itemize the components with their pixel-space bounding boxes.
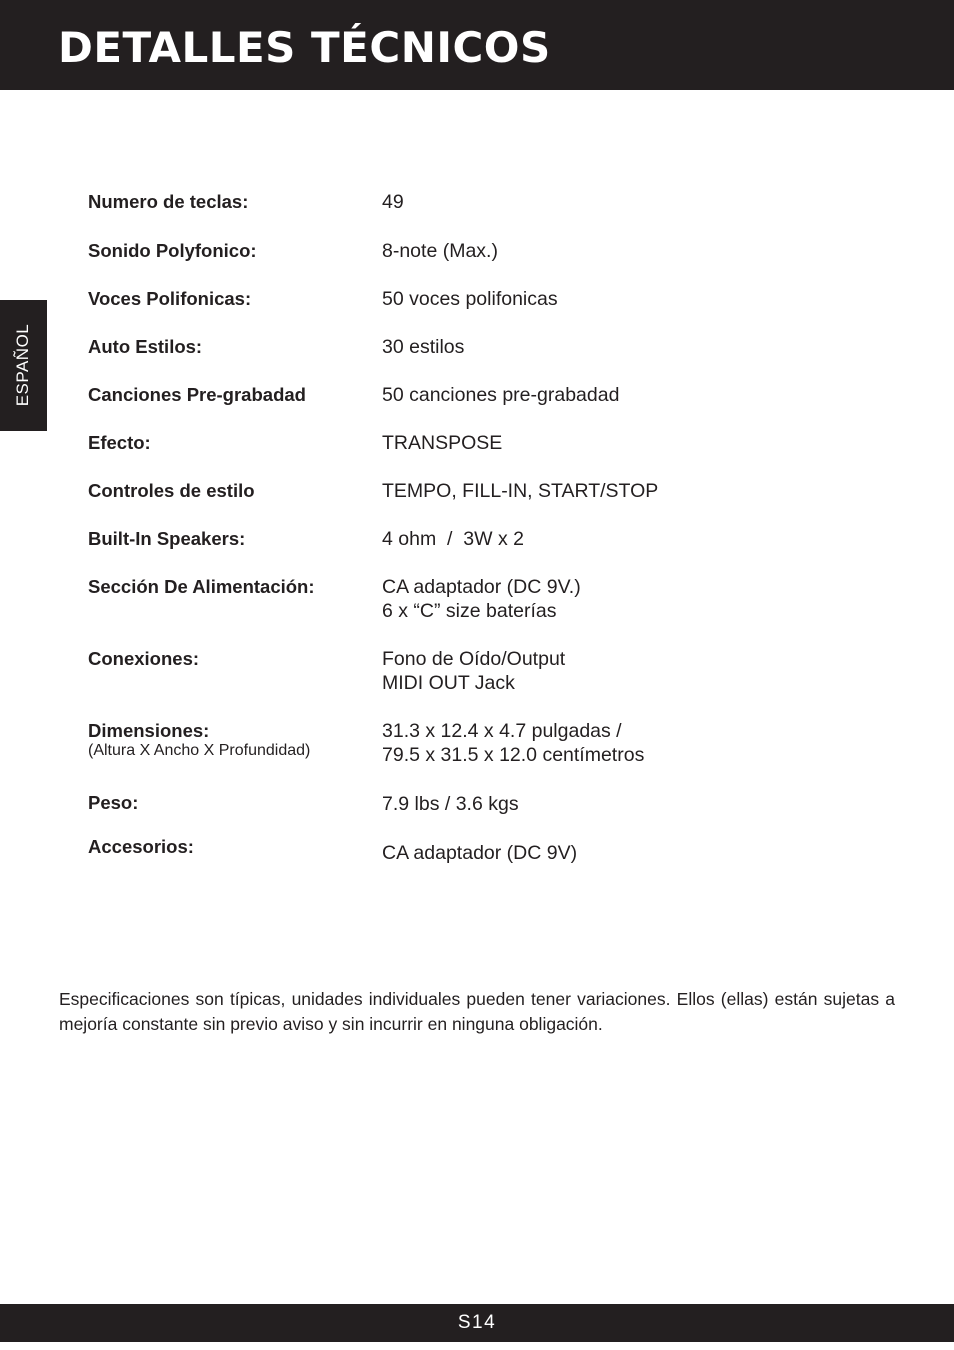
spec-value-line2: 6 x “C” size baterías (382, 600, 557, 622)
spec-value: 7.9 lbs / 3.6 kgs (382, 793, 519, 815)
spec-value: 8-note (Max.) (382, 240, 498, 262)
spec-value: 31.3 x 12.4 x 4.7 pulgadas / (382, 720, 622, 742)
footer-bar (0, 1304, 954, 1342)
spec-label: Built-In Speakers: (88, 528, 246, 549)
spec-value: TRANSPOSE (382, 432, 503, 454)
spec-label: Controles de estilo (88, 480, 255, 501)
spec-label: Sonido Polyfonico: (88, 240, 257, 261)
spec-value-line2: 79.5 x 31.5 x 12.0 centímetros (382, 744, 645, 766)
header-bar (0, 0, 954, 90)
language-tab (0, 300, 47, 431)
spec-label: Efecto: (88, 432, 151, 453)
spec-label: Auto Estilos: (88, 336, 203, 357)
spec-label: Canciones Pre-grabadad (88, 384, 306, 405)
spec-value: 49 (382, 191, 404, 213)
spec-value: 30 estilos (382, 336, 465, 358)
spec-label: Voces Polifonicas: (88, 288, 252, 309)
spec-value: CA adaptador (DC 9V.) (382, 576, 581, 598)
spec-value-line2: MIDI OUT Jack (382, 672, 515, 694)
spec-label: Peso: (88, 792, 139, 813)
spec-value: Fono de Oído/Output (382, 648, 566, 670)
spec-value: CA adaptador (DC 9V) (382, 842, 578, 864)
spec-value: 4 ohm / 3W x 2 (382, 528, 524, 550)
spec-value: 50 voces polifonicas (382, 288, 558, 310)
spec-label: Sección De Alimentación: (88, 576, 315, 597)
page-title: DETALLES TÉCNICOS (58, 23, 551, 72)
spec-label: Numero de teclas: (88, 191, 249, 212)
page-number: S14 (457, 1312, 497, 1333)
spec-label: Conexiones: (88, 648, 200, 669)
disclaimer-text: Especificaciones son típicas, unidades individuales pueden tener variaciones. Ellos (ellas) están sujetas a mejoría constante sin previo aviso y sin incurrir en ninguna obligación. (59, 989, 895, 1034)
language-tab-label: ESPAÑOL (13, 323, 32, 407)
spec-value: TEMPO, FILL-IN, START/STOP (382, 480, 659, 502)
spec-value: 50 canciones pre-grabadad (382, 384, 620, 406)
spec-note: (Altura X Ancho X Profundidad) (88, 742, 311, 759)
spec-label: Accesorios: (88, 836, 194, 857)
spec-label: Dimensiones: (88, 720, 210, 741)
